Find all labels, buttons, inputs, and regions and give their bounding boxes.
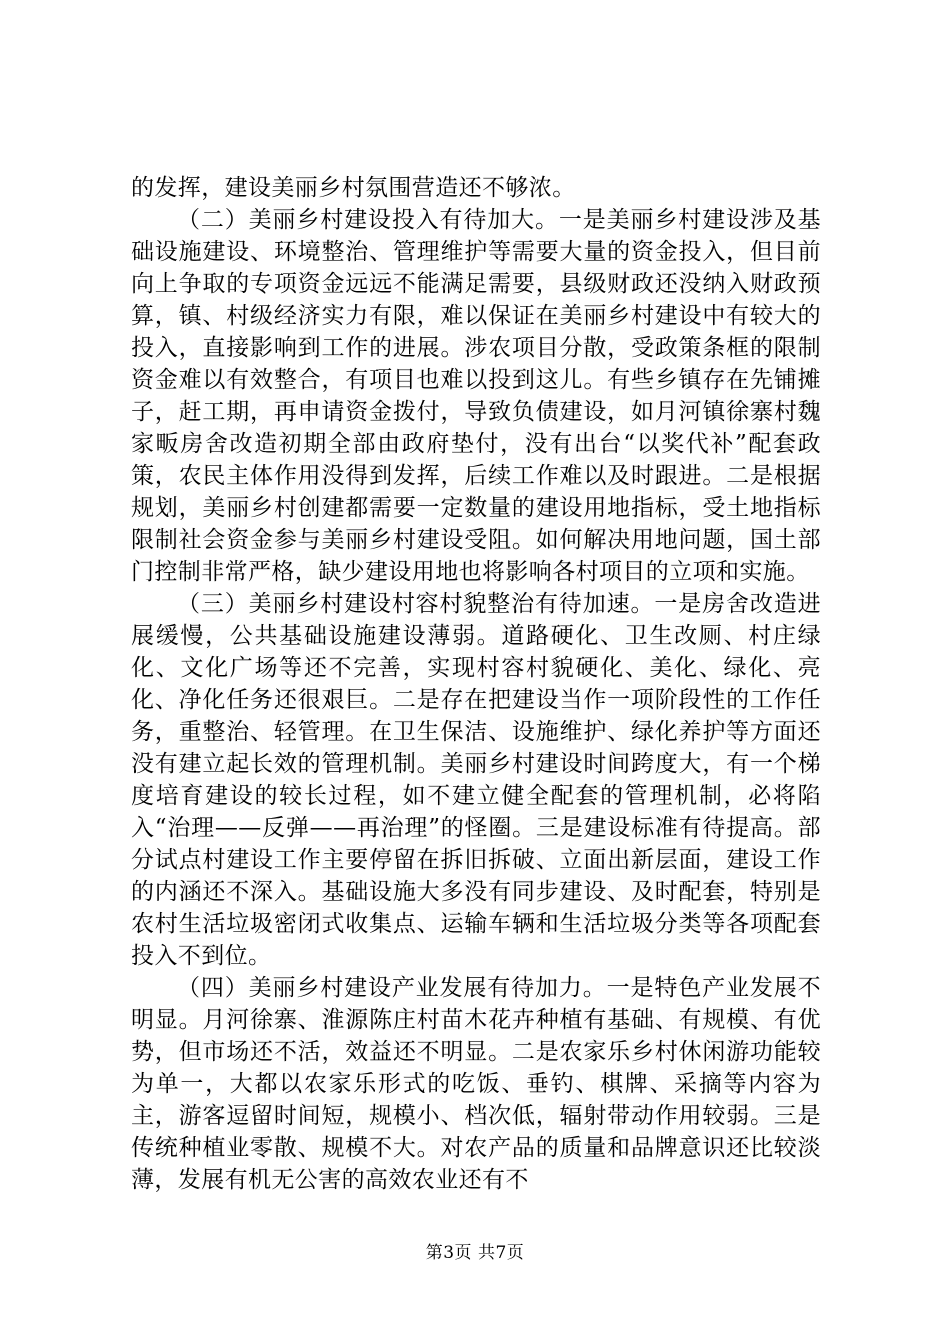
paragraph-investment: （二）美丽乡村建设投入有待加大。一是美丽乡村建设涉及基础设施建设、环境整治、管理维护等需要大量的资金投入，但目前向上争取的专项资金远远不能满足需要，县级财政还没纳入财政预算，镇、村级经济实力有限，难以保证在美丽乡村建设中有较大的投入，直接影响到工作的进展。涉农项目分散，受政策条框的限制资金难以有效整合，有项目也难以投到这儿。有些乡镇存在先铺摊子，赶工期，再申请资金拨付，导致负债建设，如月河镇徐寨村魏家畈房舍改造初期全部由政府垫付，没有出台“以奖代补”配套政策，农民主体作用没得到发挥，后续工作难以及时跟进。二是根据规划，美丽乡村创建都需要一定数量的建设用地指标，受土地指标限制社会资金参与美丽乡村建设受阻。如何解决用地问题，国土部门控制非常严格，缺少建设用地也将影响各村项目的立项和实施。 [131, 207, 821, 585]
paragraph-industry-development: （四）美丽乡村建设产业发展有待加力。一是特色产业发展不明显。月河徐寨、淮源陈庄村苗木花卉种植有基础、有规模、有优势，但市场还不活，效益还不明显。二是农家乐乡村休闲游功能较为单一，大都以农家乐形式的吃饭、垂钓、棋牌、采摘等内容为主，游客逗留时间短，规模小、档次低，辐射带动作用较弱。三是传统种植业零散、规模不大。对农产品的质量和品牌意识还比较淡薄，发展有机无公害的高效农业还有不 [131, 975, 821, 1193]
page-footer: 第3页 共7页 [425, 1243, 525, 1263]
paragraph-continuation: 的发挥，建设美丽乡村氛围营造还不够浓。 [131, 175, 576, 201]
paragraph-village-appearance: （三）美丽乡村建设村容村貌整治有待加速。一是房舍改造进展缓慢，公共基础设施建设薄弱。道路硬化、卫生改厕、村庄绿化、文化广场等还不完善，实现村容村貌硬化、美化、绿化、亮化、净化任务还很艰巨。二是存在把建设当作一项阶段性的工作任务，重整治、轻管理。在卫生保洁、设施维护、绿化养护等方面还没有建立起长效的管理机制。美丽乡村建设时间跨度大，有一个梯度培育建设的较长过程，如不建立健全配套的管理机制，必将陷入“治理——反弹——再治理”的怪圈。三是建设标准有待提高。部分试点村建设工作主要停留在拆旧拆破、立面出新层面，建设工作的内涵还不深入。基础设施大多没有同步建设、及时配套，特别是农村生活垃圾密闭式收集点、运输车辆和生活垃圾分类等各项配套投入不到位。 [131, 591, 821, 969]
document-body [131, 172, 821, 1196]
